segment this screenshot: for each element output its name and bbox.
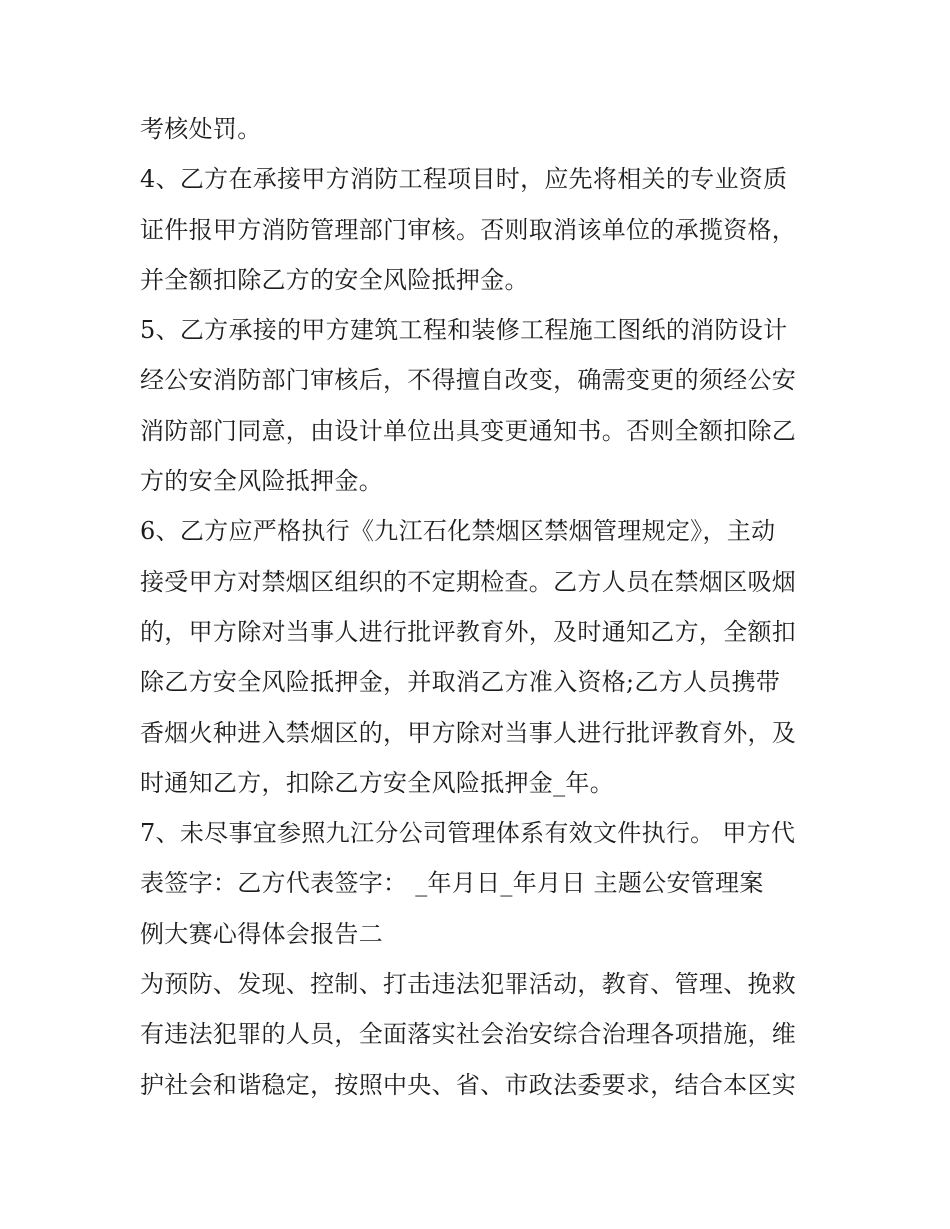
text-line: 并全额扣除乙方的安全风险抵押金。: [140, 265, 529, 294]
text-line: 为预防、发现、控制、打击违法犯罪活动，教育、管理、挽救: [140, 970, 797, 999]
clause-5-line: 5、乙方承接的甲方建筑工程和装修工程施工图纸的消防设计: [140, 316, 788, 345]
section-title-line: 例大赛心得体会报告二: [140, 919, 383, 948]
document-body: [140, 104, 830, 1110]
text-line: 接受甲方对禁烟区组织的不定期检查。乙方人员在禁烟区吸烟: [140, 567, 797, 596]
text-line: 时通知乙方，扣除乙方安全风险抵押金_年。: [140, 768, 614, 797]
clause-6-line: 6、乙方应严格执行《九江石化禁烟区禁烟管理规定》，主动: [140, 517, 776, 546]
text-line: 香烟火种进入禁烟区的，甲方除对当事人进行批评教育外，及: [140, 718, 797, 747]
text-line: 考核处罚。: [140, 115, 262, 143]
text-line: 有违法犯罪的人员，全面落实社会治安综合治理各项措施，维: [140, 1020, 797, 1049]
clause-4-line: 4、乙方在承接甲方消防工程项目时，应先将相关的专业资质: [140, 165, 788, 194]
text-line: 证件报甲方消防管理部门审核。否则取消该单位的承揽资格，: [140, 215, 797, 244]
text-line: 的，甲方除对当事人进行批评教育外，及时通知乙方，全额扣: [140, 617, 797, 646]
clause-7-line: 7、未尽事宜参照九江分公司管理体系有效文件执行。 甲方代: [140, 819, 796, 848]
text-line: 经公安消防部门审核后，不得擅自改变，确需变更的须经公安: [140, 366, 797, 395]
text-line: 消防部门同意，由设计单位出具变更通知书。否则全额扣除乙: [140, 416, 797, 445]
text-line: 方的安全风险抵押金。: [140, 467, 383, 496]
signature-line: 表签字：乙方代表签字： _年月日_年月日 主题公安管理案: [140, 869, 764, 898]
text-line: 除乙方安全风险抵押金，并取消乙方准入资格;乙方人员携带: [140, 668, 781, 697]
text-line: 护社会和谐稳定，按照中央、省、市政法委要求，结合本区实: [140, 1070, 797, 1099]
